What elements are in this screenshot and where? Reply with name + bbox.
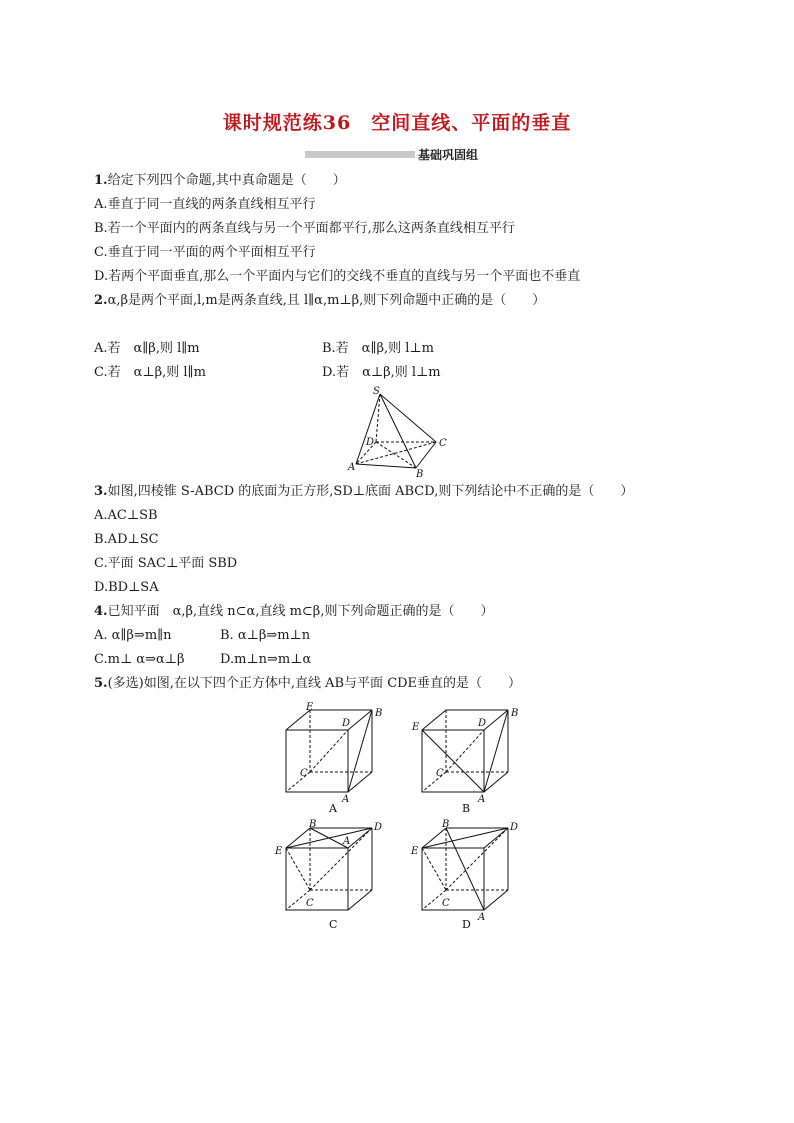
question-2-stem: [94, 292, 545, 310]
cube-c-caption: C: [329, 918, 338, 931]
cube-c-label-d: D: [374, 822, 383, 833]
vertex-label-c: C: [439, 438, 447, 449]
q4-option-d: D.m⊥n⇒m⊥α: [220, 652, 312, 667]
q2-option-b: B.若 α∥β,则 l⊥m: [322, 341, 434, 356]
question-number: 1.: [94, 173, 108, 188]
cube-c-label-e: E: [275, 846, 283, 857]
question-text: (多选)如图,在以下四个正方体中,直线 AB与平面 CDE垂直的是（ ）: [107, 676, 522, 691]
question-3-stem: [94, 483, 633, 501]
vertex-label-b: B: [416, 469, 424, 480]
cube-c-label-c: C: [306, 898, 314, 909]
q2-option-d: D.若 α⊥β,则 l⊥m: [322, 365, 441, 380]
cube-d-caption: D: [462, 918, 471, 931]
cube-d-label-a: A: [478, 912, 486, 923]
q1-option-c: C.垂直于同一平面的两个平面相互平行: [94, 245, 316, 260]
cube-d-label-b: B: [442, 819, 450, 830]
cube-figure-a: [272, 700, 392, 818]
q2-option-a: A.若 α∥β,则 l∥m: [94, 341, 200, 356]
page-title: 课时规范练36 空间直线、平面的垂直: [222, 112, 572, 134]
section-bar: [305, 151, 415, 158]
vertex-label-a: A: [348, 462, 356, 473]
cube-a-label-a: A: [342, 794, 350, 805]
cube-a-label-d: D: [342, 718, 351, 729]
cube-a-label-c: C: [300, 768, 308, 779]
question-4-stem: [94, 603, 493, 621]
q2-option-c: C.若 α⊥β,则 l∥m: [94, 365, 206, 380]
q3-option-a: A.AC⊥SB: [94, 508, 158, 523]
q4-option-a: A. α∥β⇒m∥n: [94, 628, 172, 643]
cube-b-caption: B: [462, 802, 471, 815]
question-text: 已知平面 α,β,直线 n⊂α,直线 m⊂β,则下列命题正确的是（ ）: [107, 604, 494, 619]
question-text: 如图,四棱锥 S-ABCD 的底面为正方形,SD⊥底面 ABCD,则下列结论中不正确的是（ ）: [107, 484, 634, 499]
cube-d-label-e: E: [411, 846, 419, 857]
cube-b-label-e: E: [412, 722, 420, 733]
cube-d-label-d: D: [510, 822, 519, 833]
question-number: 4.: [94, 604, 108, 619]
cube-figure-b: [408, 700, 528, 818]
question-number: 2.: [94, 293, 108, 308]
cube-a-label-b: B: [375, 708, 383, 719]
question-1-stem: [94, 172, 346, 190]
vertex-label-s: S: [373, 386, 380, 397]
cube-figure-d: [408, 816, 528, 934]
q3-option-d: D.BD⊥SA: [94, 580, 159, 595]
section-label: 基础巩固组: [418, 148, 479, 162]
q1-option-d: D.若两个平面垂直,那么一个平面内与它们的交线不垂直的直线与另一个平面也不垂直: [94, 269, 581, 284]
q3-option-b: B.AD⊥SC: [94, 532, 159, 547]
q3-option-c: C.平面 SAC⊥平面 SBD: [94, 556, 238, 571]
q4-option-c: C.m⊥ α⇒α⊥β: [94, 652, 185, 667]
question-text: 给定下列四个命题,其中真命题是（ ）: [107, 173, 346, 188]
question-number: 3.: [94, 484, 108, 499]
vertex-label-d: D: [366, 437, 375, 448]
cube-a-caption: A: [329, 802, 337, 815]
question-text: α,β是两个平面,l,m是两条直线,且 l∥α,m⊥β,则下列命题中正确的是（ ）: [107, 293, 546, 308]
q1-option-b: B.若一个平面内的两条直线与另一个平面都平行,那么这两条直线相互平行: [94, 221, 515, 236]
cube-c-label-a: A: [343, 836, 351, 847]
cube-d-label-c: C: [442, 898, 450, 909]
cube-b-label-d: D: [478, 718, 487, 729]
cube-a-label-e: E: [306, 702, 314, 713]
q4-option-b: B. α⊥β⇒m⊥n: [220, 628, 311, 643]
pyramid-figure: [340, 384, 460, 480]
q1-option-a: A.垂直于同一直线的两条直线相互平行: [94, 197, 316, 212]
cube-b-label-c: C: [436, 768, 444, 779]
cube-b-label-a: A: [478, 794, 486, 805]
cube-b-label-b: B: [511, 708, 519, 719]
cube-figure-c: [272, 816, 392, 934]
cube-c-label-b: B: [309, 819, 317, 830]
question-5-stem: [94, 675, 521, 693]
question-number: 5.: [94, 676, 108, 691]
